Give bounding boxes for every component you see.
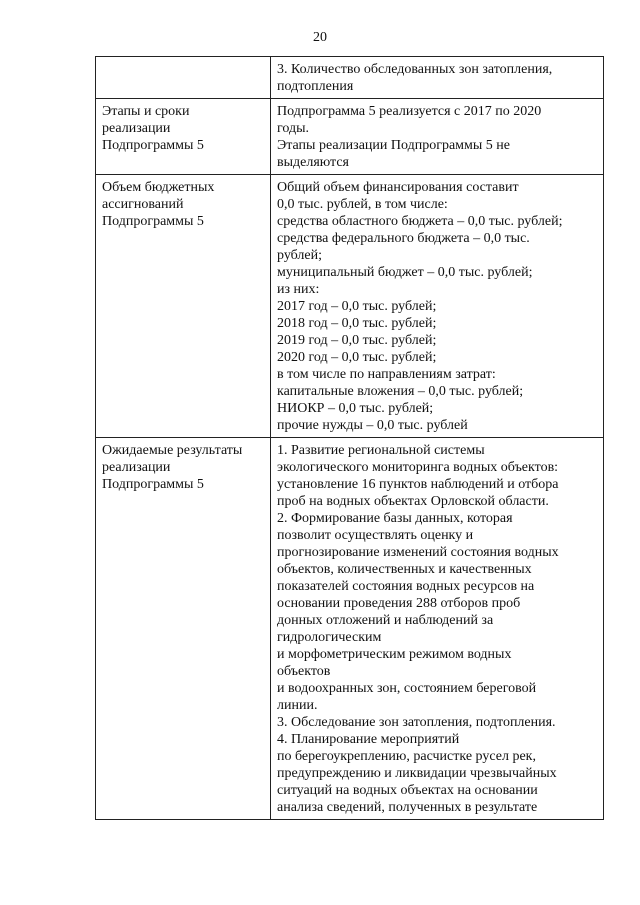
row-label-stages xyxy=(96,99,271,175)
text-line: и водоохранных зон, состоянием береговой xyxy=(277,681,537,696)
text-line: 0,0 тыс. рублей, в том числе: xyxy=(277,197,448,212)
table-row-expected-results xyxy=(96,438,604,820)
table-row-budget xyxy=(96,175,604,438)
text-line: установление 16 пунктов наблюдений и отбора xyxy=(277,477,559,492)
text-line: анализа сведений, полученных в результате xyxy=(277,800,538,815)
text-line: основании проведения 288 отборов проб xyxy=(277,596,521,611)
text-line: Подпрограммы 5 xyxy=(102,477,204,492)
text-line: реализации xyxy=(102,121,171,136)
text-line: линии. xyxy=(277,698,318,713)
text-line: капитальные вложения – 0,0 тыс. рублей; xyxy=(277,384,524,399)
text-line: показателей состояния водных ресурсов на xyxy=(277,579,535,594)
text-line: рублей; xyxy=(277,248,322,263)
text-line: 2017 год – 0,0 тыс. рублей; xyxy=(277,299,437,314)
row-label-empty xyxy=(96,57,271,99)
text-line: 2018 год – 0,0 тыс. рублей; xyxy=(277,316,437,331)
text-line: объектов, количественных и качественных xyxy=(277,562,532,577)
text-line: муниципальный бюджет – 0,0 тыс. рублей; xyxy=(277,265,533,280)
passport-table xyxy=(95,56,604,820)
text-line: предупреждению и ликвидации чрезвычайных xyxy=(277,766,557,781)
text-line: гидрологическим xyxy=(277,630,382,645)
row-value-stages xyxy=(271,99,604,175)
text-line: НИОКР – 0,0 тыс. рублей; xyxy=(277,401,434,416)
text-line: реализации xyxy=(102,460,171,475)
text-line: проб на водных объектах Орловской области. xyxy=(277,494,549,509)
text-line: 4. Планирование мероприятий xyxy=(277,732,460,747)
text-line: донных отложений и наблюдений за xyxy=(277,613,494,628)
row-label-expected-results xyxy=(96,438,271,820)
page-number: 20 xyxy=(313,30,327,45)
text-line: в том числе по направлениям затрат: xyxy=(277,367,496,382)
table-row-stages xyxy=(96,99,604,175)
text-line: прогнозирование изменений состояния водных xyxy=(277,545,559,560)
text-line: 2. Формирование базы данных, которая xyxy=(277,511,513,526)
text-line: годы. xyxy=(277,121,310,136)
text-line: Общий объем финансирования составит xyxy=(277,180,519,195)
text-line: Этапы реализации Подпрограммы 5 не xyxy=(277,138,510,153)
text-line: средства областного бюджета – 0,0 тыс. рублей; xyxy=(277,214,563,229)
text-line: выделяются xyxy=(277,155,349,170)
text-line: средства федерального бюджета – 0,0 тыс. xyxy=(277,231,530,246)
text-line: Ожидаемые результаты xyxy=(102,443,243,458)
text-line: Этапы и сроки xyxy=(102,104,190,119)
text-line: и морфометрическим режимом водных xyxy=(277,647,512,662)
text-line: экологического мониторинга водных объектов: xyxy=(277,460,559,475)
text-line: Подпрограммы 5 xyxy=(102,138,204,153)
text-line: позволит осуществлять оценку и xyxy=(277,528,474,543)
row-label-budget xyxy=(96,175,271,438)
text-line: ассигнований xyxy=(102,197,184,212)
text-line: 2020 год – 0,0 тыс. рублей; xyxy=(277,350,437,365)
text-line: 3. Обследование зон затопления, подтопления. xyxy=(277,715,556,730)
text-line: объектов xyxy=(277,664,331,679)
text-line: Подпрограммы 5 xyxy=(102,214,204,229)
row-value-zones-count xyxy=(271,57,604,99)
text-line: Подпрограмма 5 реализуется с 2017 по 2020 xyxy=(277,104,542,119)
text-line: 2019 год – 0,0 тыс. рублей; xyxy=(277,333,437,348)
row-value-budget xyxy=(271,175,604,438)
text-line: по берегоукреплению, расчистке русел рек, xyxy=(277,749,536,764)
table-row-zones-count xyxy=(96,57,604,99)
text-line: 3. Количество обследованных зон затопления, xyxy=(277,62,553,77)
text-line: прочие нужды – 0,0 тыс. рублей xyxy=(277,418,468,433)
text-line: Объем бюджетных xyxy=(102,180,215,195)
text-line: подтопления xyxy=(277,79,354,94)
text-line: ситуаций на водных объектах на основании xyxy=(277,783,538,798)
text-line: 1. Развитие региональной системы xyxy=(277,443,485,458)
text-line: из них: xyxy=(277,282,320,297)
row-value-expected-results xyxy=(271,438,604,820)
